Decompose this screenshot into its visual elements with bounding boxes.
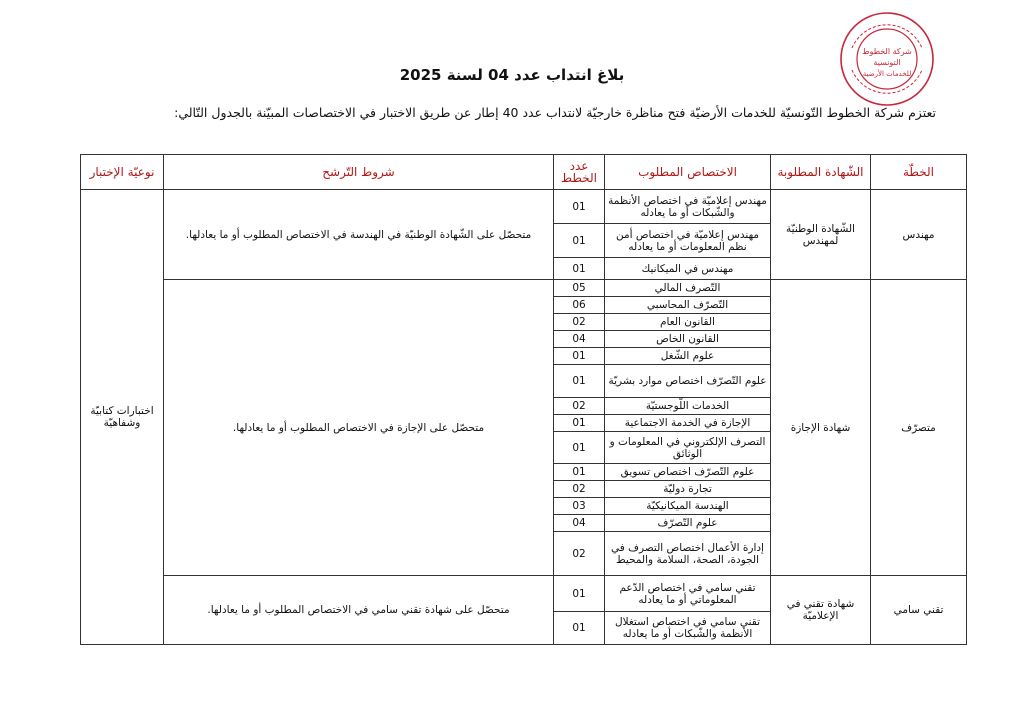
specialty-cell: الإجازة في الخدمة الاجتماعية (605, 415, 771, 432)
count-cell: 01 (554, 224, 605, 258)
plan-cell: مهندس (871, 190, 967, 280)
specialty-cell: علوم الشّغل (605, 348, 771, 365)
count-cell: 05 (554, 280, 605, 297)
specialty-cell: تقني سامي في اختصاص استغلال الأنظمة والشّبكات أو ما يعادله (605, 612, 771, 645)
count-cell: 01 (554, 415, 605, 432)
count-cell: 02 (554, 398, 605, 415)
count-cell: 01 (554, 576, 605, 612)
header-plan: الخطّة (871, 155, 967, 190)
count-cell: 04 (554, 515, 605, 532)
count-cell: 01 (554, 190, 605, 224)
specialty-cell: إدارة الأعمال اختصاص التصرف في الجودة، الصحة، السلامة والمحيط (605, 532, 771, 576)
specialty-cell: الهندسة الميكانيكيّة (605, 498, 771, 515)
count-cell: 03 (554, 498, 605, 515)
specialty-cell: علوم التّصرّف (605, 515, 771, 532)
count-cell: 02 (554, 481, 605, 498)
table-row (81, 280, 967, 297)
count-cell: 02 (554, 314, 605, 331)
specialty-cell: علوم التّصرّف اختصاص تسويق (605, 464, 771, 481)
count-cell: 01 (554, 258, 605, 280)
svg-text:شركة الخطوط: شركة الخطوط (862, 47, 912, 56)
header-count: عدد الخطط (554, 155, 605, 190)
count-cell: 04 (554, 331, 605, 348)
plan-cell: متصرّف (871, 280, 967, 576)
specialty-cell: مهندس إعلاميّة في اختصاص أمن نظم المعلومات أو ما يعادله (605, 224, 771, 258)
intro-paragraph: تعتزم شركة الخطوط التّونسيّة للخدمات الأرضيّة فتح مناظرة خارجيّة لانتداب عدد 40 إطار عن طريق الاختبار في الاختصاصات المبيّنة بالجدول التّالي: (174, 105, 936, 120)
conditions-cell: متحصّل على الإجازة في الاختصاص المطلوب أو ما يعادلها. (164, 280, 554, 576)
specialty-cell: مهندس في الميكانيك (605, 258, 771, 280)
plan-cell: تقني سامي (871, 576, 967, 645)
exam-type-cell: اختبارات كتابيّة وشفاهيّة (81, 190, 164, 645)
count-cell: 01 (554, 612, 605, 645)
count-cell: 01 (554, 432, 605, 464)
header-specialty: الاختصاص المطلوب (605, 155, 771, 190)
header-exam-type: نوعيّة الإختبار (81, 155, 164, 190)
count-cell: 06 (554, 297, 605, 314)
table-header-row (81, 155, 967, 190)
table-row (81, 190, 967, 224)
count-cell: 01 (554, 365, 605, 398)
company-seal (838, 10, 936, 108)
degree-cell: شهادة الإجازة (771, 280, 871, 576)
specialty-cell: علوم التّصرّف اختصاص موارد بشريّة (605, 365, 771, 398)
degree-cell: الشّهادة الوطنيّة لمهندس (771, 190, 871, 280)
conditions-cell: متحصّل على الشّهادة الوطنيّة في الهندسة في الاختصاص المطلوب أو ما يعادلها. (164, 190, 554, 280)
count-cell: 01 (554, 348, 605, 365)
specialty-cell: التّصرف المالي (605, 280, 771, 297)
conditions-cell: متحصّل على شهادة تقني سامي في الاختصاص المطلوب أو ما يعادلها. (164, 576, 554, 645)
specialty-cell: تجارة دوليّة (605, 481, 771, 498)
count-cell: 02 (554, 532, 605, 576)
specialty-cell: القانون الخاص (605, 331, 771, 348)
svg-text:التونسية: التونسية (873, 58, 901, 67)
recruitment-table (80, 154, 967, 645)
svg-text:للخدمات الأرضية: للخدمات الأرضية (862, 70, 912, 78)
specialty-cell: التّصرّف المحاسبي (605, 297, 771, 314)
header-degree: الشّهادة المطلوبة (771, 155, 871, 190)
specialty-cell: التصرف الإلكتروني في المعلومات و الوثائق (605, 432, 771, 464)
specialty-cell: تقني سامي في اختصاص الدّعم المعلوماتي أو ما يعادله (605, 576, 771, 612)
count-cell: 01 (554, 464, 605, 481)
specialty-cell: الخدمات اللّوجستيّة (605, 398, 771, 415)
degree-cell: شهادة تقني في الإعلاميّة (771, 576, 871, 645)
header-conditions: شروط التّرشح (164, 155, 554, 190)
table-row (81, 576, 967, 612)
specialty-cell: القانون العام (605, 314, 771, 331)
page-title: بلاغ انتداب عدد 04 لسنة 2025 (399, 66, 625, 84)
specialty-cell: مهندس إعلاميّة في اختصاص الأنظمة والشّبكات أو ما يعادله (605, 190, 771, 224)
